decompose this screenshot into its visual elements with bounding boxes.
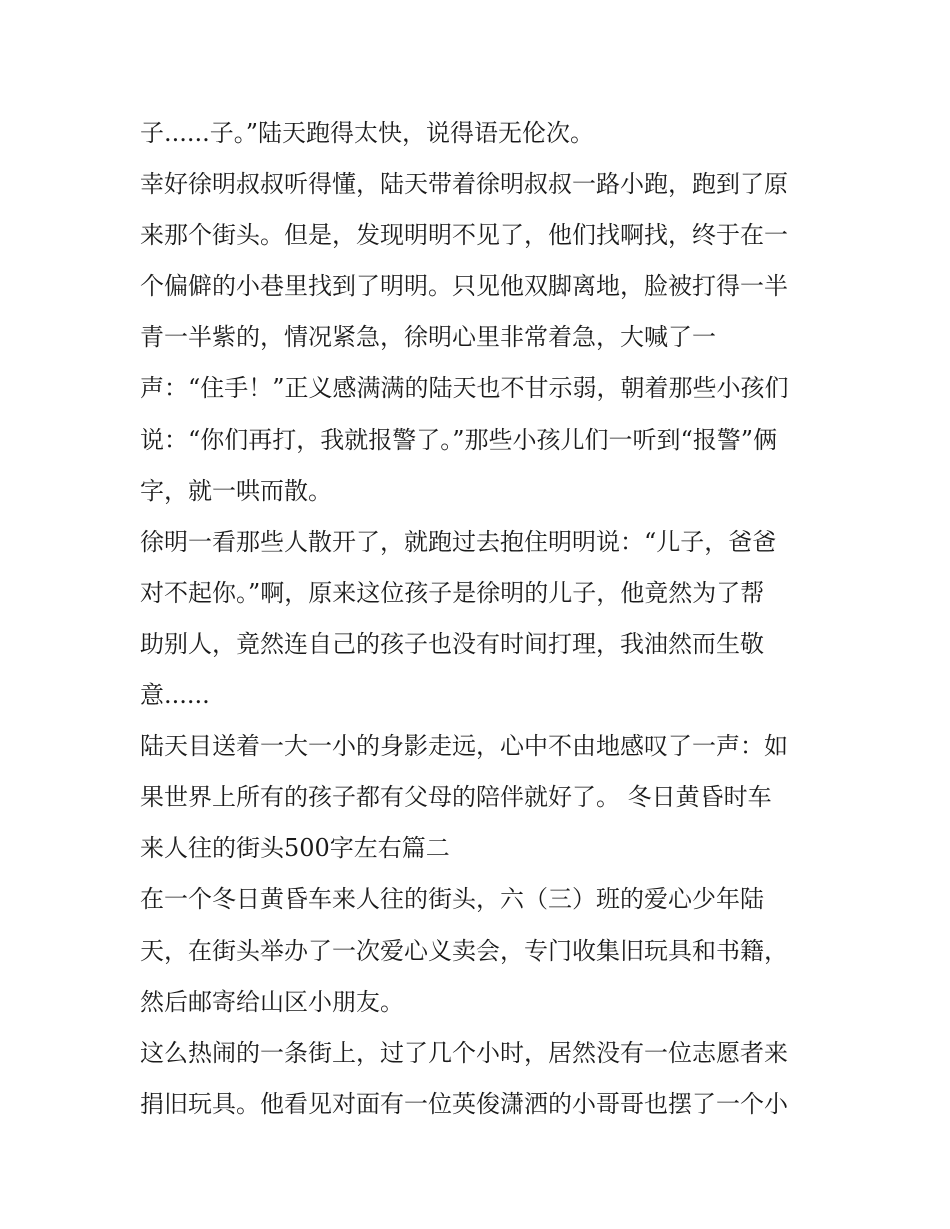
text-line: 果世界上所有的孩子都有父母的陪伴就好了。 冬日黄昏时车: [140, 783, 772, 812]
text-line: 捐旧玩具。他看见对面有一位英俊潇洒的小哥哥也摆了一个小: [140, 1089, 788, 1118]
text-line: 对不起你。”啊，原来这位孩子是徐明的儿子，他竟然为了帮: [140, 578, 765, 607]
text-line: 来那个街头。但是，发现明明不见了，他们找啊找，终于在一: [140, 221, 788, 250]
text-line: 天，在街头举办了一次爱心义卖会，专门收集旧玩具和书籍，: [140, 936, 788, 965]
text-line: 意......: [140, 681, 210, 710]
text-line: 来人往的街头500字左右篇二: [140, 834, 450, 863]
document-body: [140, 108, 820, 1130]
text-line: 个偏僻的小巷里找到了明明。只见他双脚离地，脸被打得一半: [140, 272, 788, 301]
text-line: 在一个冬日黄昏车来人往的街头，六（三）班的爱心少年陆: [140, 885, 764, 914]
text-line: 声：“住手！”正义感满满的陆天也不甘示弱，朝着那些小孩们: [140, 374, 789, 403]
text-line: 幸好徐明叔叔听得懂，陆天带着徐明叔叔一路小跑，跑到了原: [140, 170, 788, 199]
text-line: 徐明一看那些人散开了，就跑过去抱住明明说：“儿子，爸爸: [140, 527, 777, 556]
text-line: 陆天目送着一大一小的身影走远，心中不由地感叹了一声：如: [140, 732, 788, 761]
text-line: 子......子。”陆天跑得太快，说得语无伦次。: [140, 119, 595, 147]
text-line: 青一半紫的，情况紧急，徐明心里非常着急，大喊了一: [140, 323, 716, 352]
text-line: 助别人，竟然连自己的孩子也没有时间打理，我油然而生敬: [140, 629, 764, 658]
text-line: 说：“你们再打，我就报警了。”那些小孩儿们一听到“报警”俩: [140, 425, 778, 454]
text-line: 这么热闹的一条街上，过了几个小时，居然没有一位志愿者来: [140, 1038, 788, 1067]
text-line: 然后邮寄给山区小朋友。: [140, 987, 404, 1016]
text-line: 字，就一哄而散。: [140, 476, 332, 505]
